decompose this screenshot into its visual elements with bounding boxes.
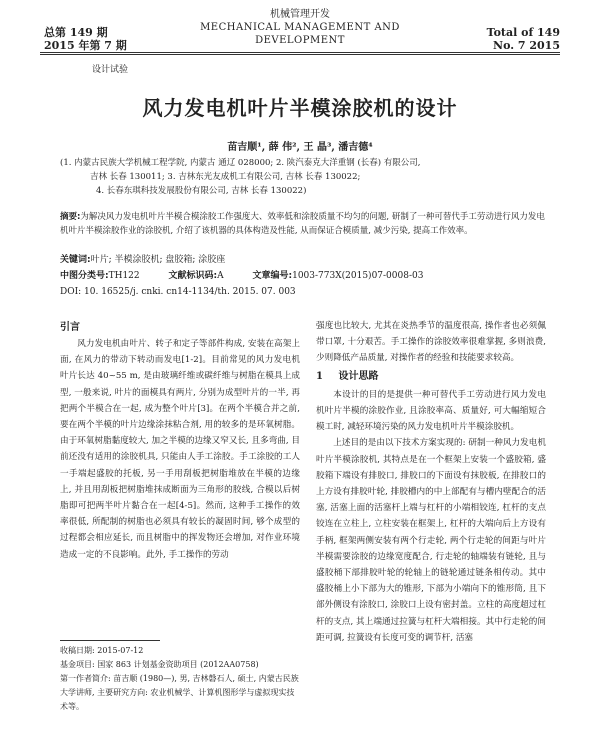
abstract [60,210,546,238]
journal-name-en: MECHANICAL MANAGEMENT AND DEVELOPMENT [200,22,400,46]
clc-value: TH122 [108,271,140,281]
paragraph: 上述目的是由以下技术方案实现的: 研制一种风力发电机叶片半模涂胶机, 其特点是在一个框架上安装一个盛胶箱, 盛胶箱下端设有排胶口, 排胶口的下面设有抹胶板, 在排胶口的上方设有排胶叶轮, 排胶槽内的中上部配有与槽内壁配合的活塞, 活塞上面的活塞杆上端与杠杆的小端相铰连, 杠杆的支点铰连在立柱上, 立柱安装在框架上, 杠杆的大端向后上方设有手柄, 框架两侧安装有两个行走轮, 两个行走轮的间距与叶片半模需要涂胶的边缘宽度配合, 行走轮的轴端装有链轮, 且与盛胶桶下部排胶叶轮的轮轴上的链轮通过链条相传动。其中盛胶桶上小下部为大的锥形, 下部为小端向下的锥形筒, 且下部外侧设有涂胶口, 涂胶口上设有密封盖。立柱的高度超过杠杆的支点, 其上端通过拉簧与杠杆大端相接。其中行走轮的间距可调, 拉簧设有长度可变的调节杆, 活塞 [316,438,546,643]
right-column [316,318,546,646]
abstract-label: 摘要: [60,212,81,222]
intro-heading: 引言 [60,322,80,333]
author-bio: 第一作者简介: 苗吉顺 (1980—), 男, 吉林磐石人, 硕士, 内蒙古民族大学讲师, 主要研究方向: 农业机械学、计算机图形学与虚拟现实技术等。 [60,674,299,711]
fund-info: 基金项目: 国家 863 计划基金资助项目 (2012AA0758) [60,660,259,669]
issue-cn: 2015 年第 7 期 [44,39,127,52]
affiliation-line: 4. 长春东琪科技发展股份有限公司, 吉林 长春 130022) [96,186,307,196]
keywords-label: 关键词: [60,255,91,265]
footnote [60,644,300,714]
footnote-rule [60,640,160,641]
issue-info-cn [44,26,127,52]
section-number: 1 [316,370,323,382]
classification-line [60,270,546,283]
section-title: 设计思路 [338,370,379,382]
author-list: 苗吉顺¹, 薛 伟², 王 晶³, 潘吉德⁴ [227,142,373,153]
paragraph: 本设计的目的是提供一种可替代手工劳动进行风力发电机叶片半模的涂胶作业, 且涂胶率高、质量好, 可大幅缩短合模工时, 减轻环境污染的风力发电机叶片半模涂胶机。 [316,389,546,433]
header-rule-thin [40,54,560,55]
clc-label: 中图分类号: [60,271,109,281]
volume-cn: 总第 149 期 [44,26,108,39]
issue-info-en [487,26,560,52]
paper-title: 风力发电机叶片半模涂胶机的设计 [142,96,458,120]
journal-name [170,8,430,47]
affiliation-line: (1. 内蒙古民族大学机械工程学院, 内蒙古 通辽 028000; 2. 陕汽泰克大洋重钢 (长春) 有限公司, [60,158,421,168]
total-en: Total of 149 [486,26,560,39]
article-no-value: 1003-773X(2015)07-0008-03 [292,271,424,281]
doc-code-value: A [217,271,224,281]
left-column [60,336,300,563]
header-rule [40,52,560,53]
article-no-label: 文章编号: [252,271,293,281]
section-heading [316,369,546,385]
column-tag: 设计试验 [92,65,129,75]
affiliation-line: 吉林 长春 130011; 3. 吉林东光友成机工有限公司, 吉林 长春 130022; [90,172,361,182]
received-date: 收稿日期: 2015-07-12 [60,646,144,655]
journal-name-cn: 机械管理开发 [270,9,330,20]
doc-code-label: 文献标识码: [168,271,218,281]
paragraph: 风力发电机由叶片、转子和定子等部件构成, 安装在高架上面, 在风力的带动下转动而发电[1-2]。目前常见的风力发电机叶片长达 40~55 m, 是由玻璃纤维或碳纤维与树脂在模具上成型, 一般来说, 叶片的面模具有两片, 分别为成型叶片的一半, 再把两个半模合在一起, 成为整个叶片[3]。在两个半模合并之前, 要在两个半模的叶片边缘涂抹粘合剂, 用的较多的是环氧树脂。由于环氧树脂黏度较大, 加之半模的边缘又窄又长, 且多弯曲, 目前还没有适用的涂胶机具, 只能由人手工涂胶。手工涂胶的工人一手端起盛胶的托板, 另一手用刮板把树脂堆放在半模的边缘上, 并且用刮板把树脂堆抹成断面为三角形的胶线, 合模以后树脂即可把两半叶片黏合在一起[4-5]。然而, 这种手工操作的效率很低, 所配制的树脂也必须具有较长的凝固时间, 够个成型的过程都会相应延长, 而且树脂中的挥发物还会增加, 对作业环境造成一定的不良影响。此外, 手工操作的劳动 [60,339,300,560]
number-en: No. 7 2015 [493,39,560,52]
keywords [60,254,546,267]
paragraph: 强度也比较大, 尤其在炎热季节的温度很高, 操作者也必须佩带口罩, 十分艰苦。手工操作的涂胶效率很难掌握, 多则浪费, 少则降低产品质量, 对操作者的经验和技能要求较高。 [316,321,546,364]
keywords-text: 叶片; 半模涂胶机; 盘胶箱; 涂胶座 [90,255,226,265]
doi: DOI: 10. 16525/j. cnki. cn14-1134/th. 2015. 07. 003 [60,287,296,297]
abstract-text: 为解决风力发电机叶片半模合模涂胶工作强度大、效率低和涂胶质量不均匀的问题, 研制了一种可替代手工劳动进行风力发电机叶片半模涂胶作业的涂胶机, 介绍了该机器的具体构造及性能, 从而保证合模质量, 减少污染, 提高工作效率。 [60,212,545,236]
